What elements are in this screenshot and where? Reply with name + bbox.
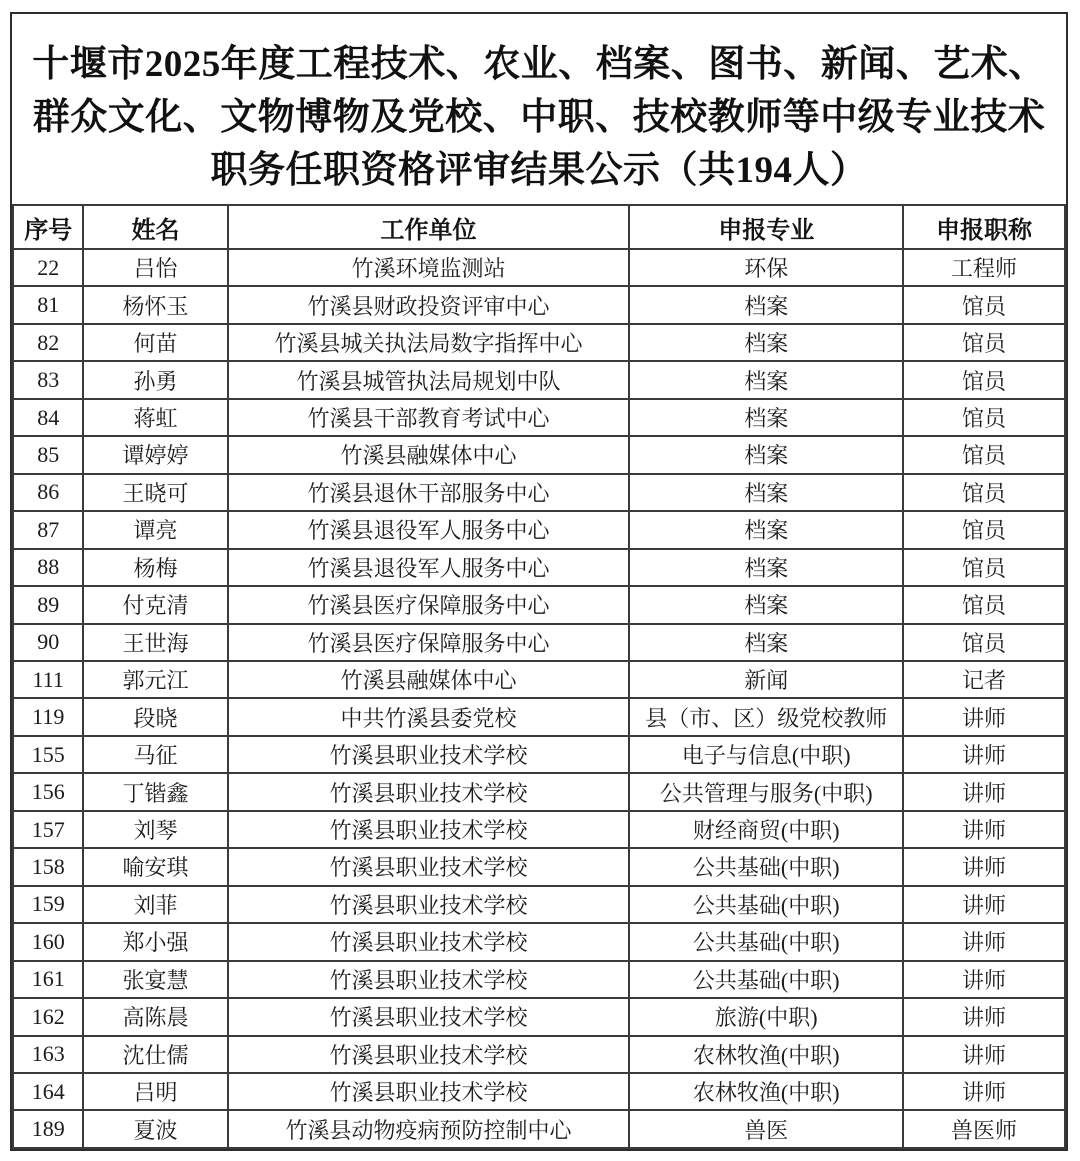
cell-declared-specialty: 兽医 [629, 1110, 903, 1148]
cell-declared-specialty: 公共基础(中职) [629, 923, 903, 960]
table-row [13, 586, 1065, 623]
cell-name: 刘菲 [83, 886, 227, 923]
cell-declared-title: 馆员 [903, 511, 1065, 548]
cell-index: 157 [13, 811, 83, 848]
table-row [13, 474, 1065, 511]
table-row [13, 661, 1065, 698]
cell-work-unit: 竹溪县医疗保障服务中心 [228, 624, 630, 661]
table-row [13, 998, 1065, 1035]
table-row [13, 436, 1065, 473]
cell-index: 89 [13, 586, 83, 623]
cell-work-unit: 竹溪县职业技术学校 [228, 998, 630, 1035]
cell-work-unit: 竹溪县城关执法局数字指挥中心 [228, 324, 630, 361]
cell-declared-title: 讲师 [903, 698, 1065, 735]
cell-index: 155 [13, 736, 83, 773]
cell-name: 杨梅 [83, 549, 227, 586]
cell-declared-specialty: 公共管理与服务(中职) [629, 773, 903, 810]
cell-name: 郑小强 [83, 923, 227, 960]
cell-declared-specialty: 新闻 [629, 661, 903, 698]
cell-declared-specialty: 农林牧渔(中职) [629, 1036, 903, 1073]
cell-declared-specialty: 档案 [629, 324, 903, 361]
cell-index: 88 [13, 549, 83, 586]
cell-declared-title: 记者 [903, 661, 1065, 698]
cell-index: 189 [13, 1110, 83, 1148]
table-row [13, 961, 1065, 998]
table-row [13, 324, 1065, 361]
cell-declared-title: 讲师 [903, 773, 1065, 810]
cell-declared-specialty: 公共基础(中职) [629, 886, 903, 923]
document-sheet [10, 12, 1068, 1151]
cell-name: 马征 [83, 736, 227, 773]
cell-work-unit: 竹溪县融媒体中心 [228, 436, 630, 473]
page-title-line-2: 群众文化、文物博物及党校、中职、技校教师等中级专业技术 [32, 97, 1046, 138]
table-row [13, 286, 1065, 323]
cell-declared-title: 讲师 [903, 848, 1065, 885]
cell-declared-title: 讲师 [903, 886, 1065, 923]
cell-declared-title: 讲师 [903, 998, 1065, 1035]
cell-name: 丁锴鑫 [83, 773, 227, 810]
cell-index: 160 [13, 923, 83, 960]
page-title-line-1: 十堰市2025年度工程技术、农业、档案、图书、新闻、艺术、 [32, 44, 1046, 85]
cell-name: 夏波 [83, 1110, 227, 1148]
cell-declared-specialty: 档案 [629, 286, 903, 323]
cell-declared-title: 馆员 [903, 361, 1065, 398]
table-row [13, 511, 1065, 548]
cell-declared-title: 馆员 [903, 549, 1065, 586]
cell-name: 吕明 [83, 1073, 227, 1110]
cell-name: 段晓 [83, 698, 227, 735]
cell-index: 81 [13, 286, 83, 323]
cell-name: 高陈晨 [83, 998, 227, 1035]
cell-declared-title: 讲师 [903, 1036, 1065, 1073]
cell-index: 158 [13, 848, 83, 885]
cell-declared-specialty: 档案 [629, 361, 903, 398]
cell-index: 164 [13, 1073, 83, 1110]
cell-work-unit: 竹溪县职业技术学校 [228, 1036, 630, 1073]
table-body [13, 249, 1065, 1148]
page-title [12, 14, 1066, 204]
cell-work-unit: 竹溪县职业技术学校 [228, 736, 630, 773]
cell-work-unit: 竹溪县职业技术学校 [228, 886, 630, 923]
cell-index: 84 [13, 399, 83, 436]
cell-work-unit: 竹溪县职业技术学校 [228, 773, 630, 810]
cell-name: 张宴慧 [83, 961, 227, 998]
table-row [13, 886, 1065, 923]
cell-declared-specialty: 档案 [629, 624, 903, 661]
cell-index: 161 [13, 961, 83, 998]
cell-declared-title: 讲师 [903, 923, 1065, 960]
cell-declared-title: 讲师 [903, 736, 1065, 773]
cell-index: 83 [13, 361, 83, 398]
cell-work-unit: 竹溪县职业技术学校 [228, 1073, 630, 1110]
cell-name: 喻安琪 [83, 848, 227, 885]
cell-declared-title: 馆员 [903, 586, 1065, 623]
cell-index: 82 [13, 324, 83, 361]
cell-name: 孙勇 [83, 361, 227, 398]
cell-work-unit: 竹溪县退休干部服务中心 [228, 474, 630, 511]
page-title-line-3: 职务任职资格评审结果公示（共194人） [210, 150, 868, 191]
cell-declared-title: 馆员 [903, 286, 1065, 323]
cell-declared-specialty: 档案 [629, 511, 903, 548]
cell-work-unit: 竹溪县城管执法局规划中队 [228, 361, 630, 398]
table-row [13, 811, 1065, 848]
cell-name: 付克清 [83, 586, 227, 623]
cell-work-unit: 竹溪县退役军人服务中心 [228, 511, 630, 548]
cell-index: 159 [13, 886, 83, 923]
table-row [13, 624, 1065, 661]
cell-work-unit: 竹溪县职业技术学校 [228, 923, 630, 960]
column-header-index: 序号 [13, 205, 83, 249]
table-row [13, 249, 1065, 286]
cell-work-unit: 竹溪县职业技术学校 [228, 848, 630, 885]
table-row [13, 1110, 1065, 1148]
cell-name: 何苗 [83, 324, 227, 361]
cell-work-unit: 竹溪环境监测站 [228, 249, 630, 286]
cell-name: 谭亮 [83, 511, 227, 548]
cell-work-unit: 竹溪县财政投资评审中心 [228, 286, 630, 323]
cell-declared-title: 馆员 [903, 436, 1065, 473]
table-row [13, 736, 1065, 773]
cell-index: 85 [13, 436, 83, 473]
cell-declared-specialty: 档案 [629, 436, 903, 473]
cell-work-unit: 竹溪县医疗保障服务中心 [228, 586, 630, 623]
cell-declared-specialty: 财经商贸(中职) [629, 811, 903, 848]
cell-index: 156 [13, 773, 83, 810]
table-row [13, 1036, 1065, 1073]
cell-declared-specialty: 公共基础(中职) [629, 961, 903, 998]
cell-declared-specialty: 旅游(中职) [629, 998, 903, 1035]
cell-index: 162 [13, 998, 83, 1035]
cell-work-unit: 中共竹溪县委党校 [228, 698, 630, 735]
table-row [13, 549, 1065, 586]
cell-index: 86 [13, 474, 83, 511]
cell-declared-specialty: 农林牧渔(中职) [629, 1073, 903, 1110]
cell-index: 22 [13, 249, 83, 286]
cell-declared-title: 馆员 [903, 399, 1065, 436]
cell-name: 蒋虹 [83, 399, 227, 436]
cell-name: 王晓可 [83, 474, 227, 511]
cell-declared-specialty: 公共基础(中职) [629, 848, 903, 885]
cell-declared-specialty: 环保 [629, 249, 903, 286]
column-header-declared-specialty: 申报专业 [629, 205, 903, 249]
table-header-row [13, 205, 1065, 249]
cell-declared-title: 讲师 [903, 1073, 1065, 1110]
cell-name: 王世海 [83, 624, 227, 661]
cell-declared-title: 馆员 [903, 624, 1065, 661]
cell-name: 谭婷婷 [83, 436, 227, 473]
cell-index: 87 [13, 511, 83, 548]
cell-name: 杨怀玉 [83, 286, 227, 323]
cell-declared-specialty: 电子与信息(中职) [629, 736, 903, 773]
cell-work-unit: 竹溪县动物疫病预防控制中心 [228, 1110, 630, 1148]
cell-work-unit: 竹溪县融媒体中心 [228, 661, 630, 698]
cell-name: 刘琴 [83, 811, 227, 848]
cell-index: 163 [13, 1036, 83, 1073]
cell-index: 90 [13, 624, 83, 661]
table-row [13, 399, 1065, 436]
cell-declared-title: 兽医师 [903, 1110, 1065, 1148]
cell-work-unit: 竹溪县退役军人服务中心 [228, 549, 630, 586]
column-header-name: 姓名 [83, 205, 227, 249]
cell-name: 郭元江 [83, 661, 227, 698]
cell-declared-specialty: 档案 [629, 399, 903, 436]
table-row [13, 773, 1065, 810]
cell-index: 111 [13, 661, 83, 698]
cell-declared-title: 馆员 [903, 324, 1065, 361]
table-row [13, 923, 1065, 960]
cell-declared-title: 馆员 [903, 474, 1065, 511]
cell-declared-specialty: 档案 [629, 549, 903, 586]
cell-declared-specialty: 档案 [629, 586, 903, 623]
cell-declared-specialty: 县（市、区）级党校教师 [629, 698, 903, 735]
table-row [13, 1073, 1065, 1110]
table-row [13, 698, 1065, 735]
cell-declared-specialty: 档案 [629, 474, 903, 511]
column-header-declared-title: 申报职称 [903, 205, 1065, 249]
cell-work-unit: 竹溪县干部教育考试中心 [228, 399, 630, 436]
cell-declared-title: 讲师 [903, 961, 1065, 998]
cell-work-unit: 竹溪县职业技术学校 [228, 961, 630, 998]
table-row [13, 361, 1065, 398]
cell-name: 吕怡 [83, 249, 227, 286]
column-header-work-unit: 工作单位 [228, 205, 630, 249]
cell-declared-title: 工程师 [903, 249, 1065, 286]
cell-work-unit: 竹溪县职业技术学校 [228, 811, 630, 848]
cell-declared-title: 讲师 [903, 811, 1065, 848]
table-row [13, 848, 1065, 885]
cell-index: 119 [13, 698, 83, 735]
cell-name: 沈仕儒 [83, 1036, 227, 1073]
results-table [12, 204, 1066, 1149]
